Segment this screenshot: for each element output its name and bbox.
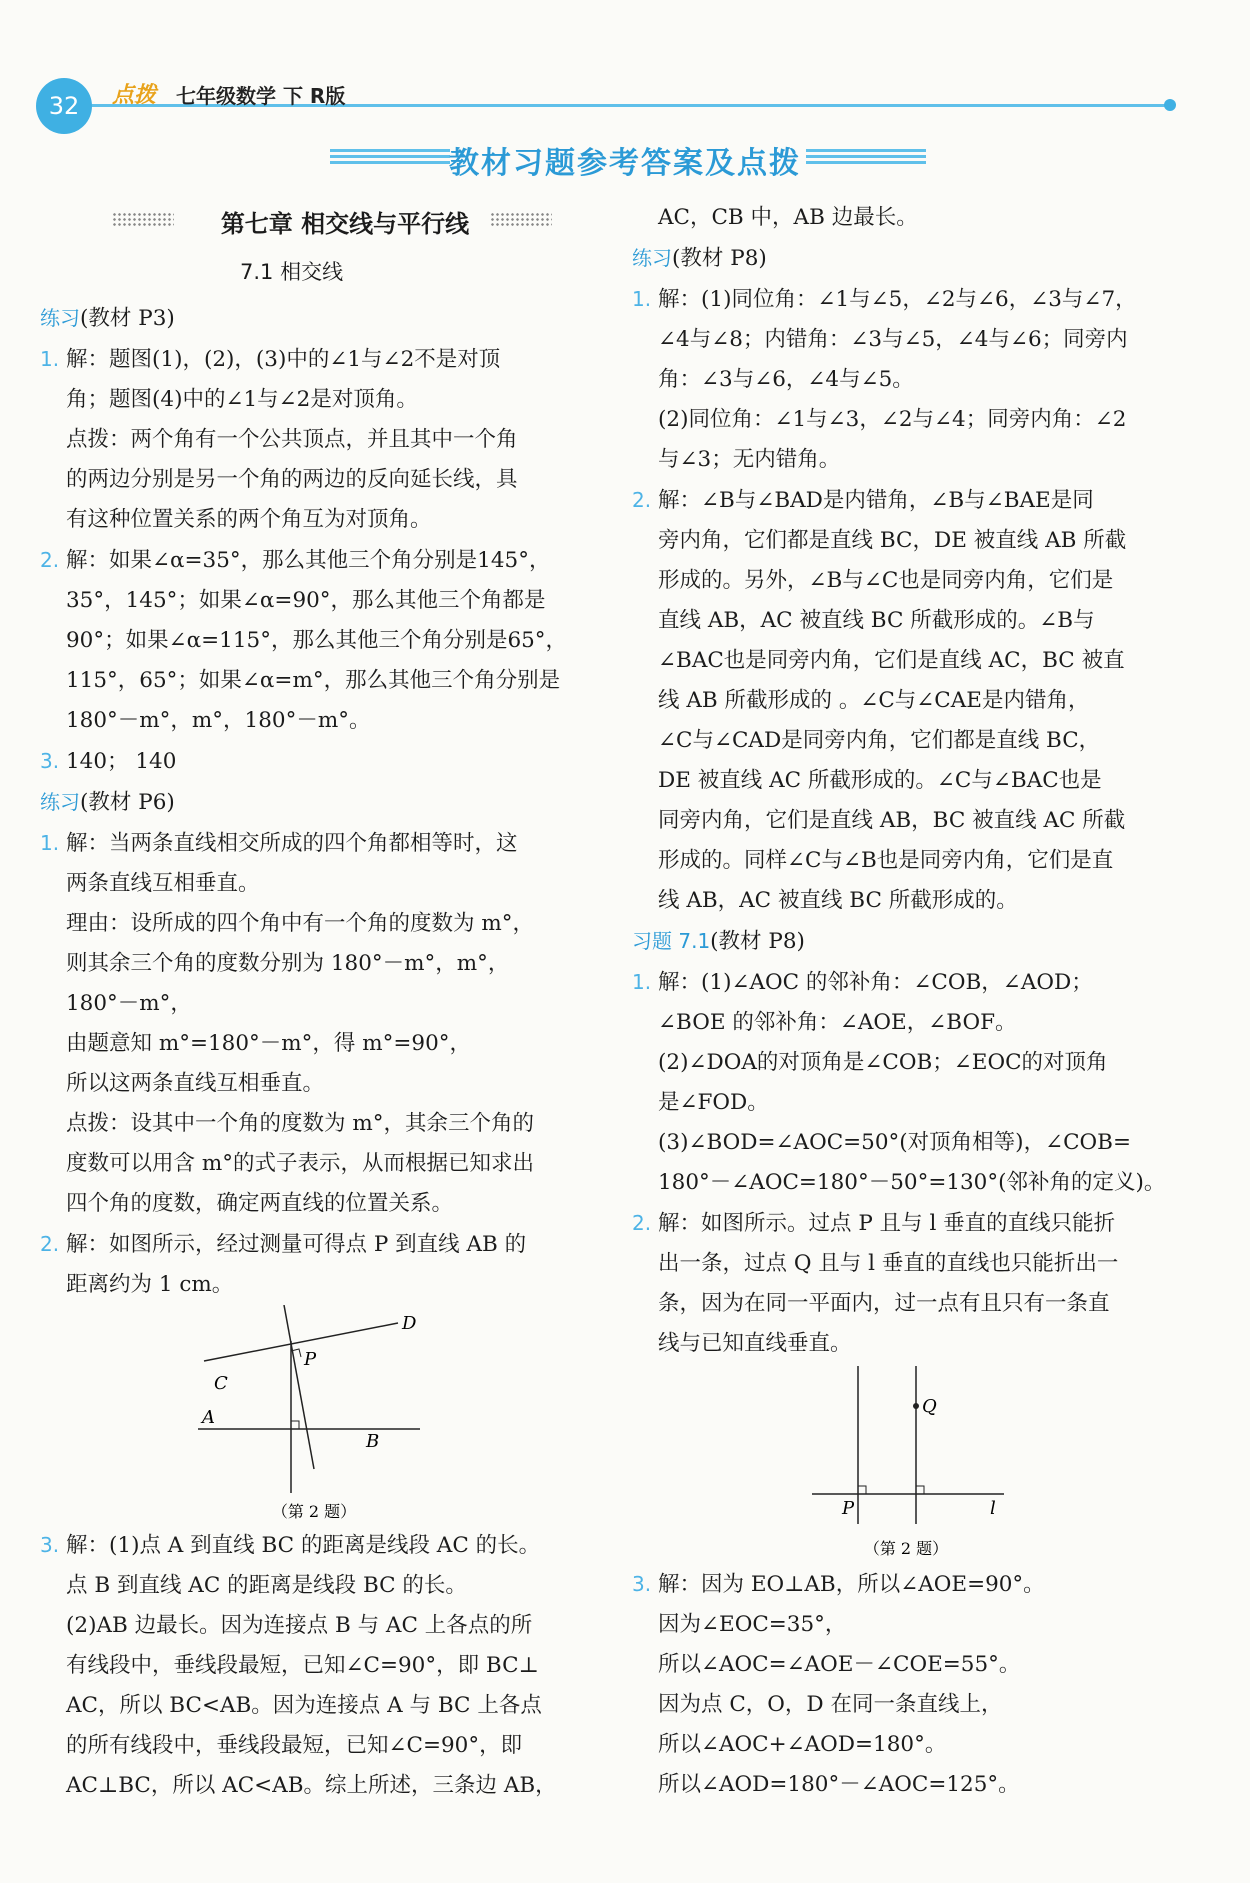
text-line: 则其余三个角的度数分别为 180°－m°，m°， [66,951,510,976]
header-rule-dot [1164,99,1176,111]
page-number: 32 [36,78,92,134]
q-p8-1: 1. 解：(1)同位角：∠1与∠5，∠2与∠6，∠3与∠7， [632,287,1137,312]
main-title: 教材习题参考答案及点拨 [449,146,801,181]
label-A: A [202,1407,215,1428]
chapter-title: 第七章 相交线与平行线 [220,210,470,238]
section-title: 7.1 相交线 [240,260,344,284]
text-line: 线 AB，AC 被直线 BC 所截形成的。 [658,888,1018,913]
text-line: (2)AB 边最长。因为连接点 B 与 AC 上各点的所 [66,1613,533,1638]
text-line: 的两边分别是另一个角的两边的反向延长线，具 [66,467,518,492]
right-angle-mark-Q [916,1486,924,1494]
text-line: ∠C与∠CAD是同旁内角，它们都是直线 BC， [658,728,1101,753]
exercise-heading-p6: 练习(教材 P6) [40,790,175,815]
text-line: 115°，65°；如果∠α=m°，那么其他三个角分别是 [66,668,561,693]
text-line: 与∠3；无内错角。 [658,447,841,472]
text-line: 四个角的度数，确定两直线的位置关系。 [66,1191,454,1216]
brand-logo: 点拨 [112,82,157,108]
exercise-heading-p3: 练习(教材 P3) [40,306,175,331]
q-p6-2: 2. 解：如图所示，经过测量可得点 P 到直线 AB 的 [40,1232,527,1257]
label-P: P [842,1498,855,1519]
text-line: 条，因为在同一平面内，过一点有且只有一条直 [658,1291,1110,1316]
label-Q: Q [922,1396,937,1417]
figure-caption: （第 2 题） [271,1502,357,1521]
text-line: AC，CB 中，AB 边最长。 [658,205,918,230]
q-71-2: 2. 解：如图所示。过点 P 且与 l 垂直的直线只能折 [632,1211,1116,1236]
label-l: l [990,1498,996,1519]
q-p3-3: 3. 140； 140 [40,749,177,774]
text-line: 所以∠AOC+∠AOD=180°。 [658,1732,947,1757]
point-Q [913,1403,919,1409]
text-line: 两条直线互相垂直。 [66,871,260,896]
text-line: (2)同位角：∠1与∠3，∠2与∠4；同旁内角：∠2 [658,407,1127,432]
right-angle-mark-AB [291,1421,299,1429]
text-line: 度数可以用含 m°的式子表示，从而根据已知求出 [66,1151,534,1176]
text-line: 由题意知 m°=180°－m°，得 m°=90°， [66,1031,472,1056]
text-line: AC⊥BC，所以 AC<AB。综上所述，三条边 AB， [66,1773,557,1798]
label-D: D [402,1313,417,1334]
q-p6-1: 1. 解：当两条直线相交所成的四个角都相等时，这 [40,831,518,856]
text-line: 180°－∠AOC=180°－50°=130°(邻补角的定义)。 [658,1170,1166,1195]
text-line: 90°；如果∠α=115°，那么其他三个角分别是65°， [66,628,568,653]
text-line: DE 被直线 AC 所截形成的。∠C与∠BAC也是 [658,768,1102,793]
right-angle-mark-P [858,1486,866,1494]
q-p3-1: 1. 解：题图(1)，(2)，(3)中的∠1与∠2不是对顶 [40,347,501,372]
q-p3-2: 2. 解：如果∠α=35°，那么其他三个角分别是145°， [40,548,551,573]
text-line: 因为点 C，O，D 在同一条直线上， [658,1692,1003,1717]
text-line: 线与已知直线垂直。 [658,1331,852,1356]
transversal-line [284,1305,314,1469]
q-71-1: 1. 解：(1)∠AOC 的邻补角：∠COB，∠AOD； [632,970,1093,995]
text-line: 有线段中，垂线段最短，已知∠C=90°，即 BC⊥ [66,1653,539,1678]
label-P: P [304,1349,317,1370]
right-column [632,198,1180,1805]
text-line: 同旁内角，它们是直线 AB，BC 被直线 AC 所截 [658,808,1126,833]
text-line: 所以∠AOD=180°－∠AOC=125°。 [658,1772,1020,1797]
text-line: 形成的。另外，∠B与∠C也是同旁内角，它们是 [658,568,1114,593]
exercise-heading-7-1: 习题 7.1(教材 P8) [632,929,805,954]
text-line: ∠4与∠8；内错角：∠3与∠5，∠4与∠6；同旁内 [658,327,1128,352]
text-line: 所以这两条直线互相垂直。 [66,1071,325,1096]
text-line: 角；题图(4)中的∠1与∠2是对顶角。 [66,387,418,412]
text-line: 180°－m°，m°，180°－m°。 [66,708,371,733]
text-line: 距离约为 1 cm。 [66,1272,234,1297]
text-line: 线 AB 所截形成的 。∠C与∠CAE是内错角， [658,688,1090,713]
left-column [40,298,588,1806]
tip-line: 点拨：两个角有一个公共顶点，并且其中一个角 [66,427,518,452]
text-line: 所以∠AOC=∠AOE－∠COE=55°。 [658,1652,1021,1677]
text-line: (3)∠BOD=∠AOC=50°(对顶角相等)，∠COB= [658,1130,1131,1155]
figure-caption: （第 2 题） [863,1539,949,1558]
text-line: 出一条，过点 Q 且与 l 垂直的直线也只能折出一 [658,1251,1119,1276]
text-line: 因为∠EOC=35°， [658,1612,847,1637]
figure-perpendicular-distance [184,1305,444,1525]
label-B: B [366,1431,380,1452]
tip-line: 点拨：设其中一个角的度数为 m°，其余三个角的 [66,1111,534,1136]
text-line: (2)∠DOA的对顶角是∠COB；∠EOC的对顶角 [658,1050,1108,1075]
text-line: 旁内角，它们都是直线 BC，DE 被直线 AB 所截 [658,528,1127,553]
text-line: 是∠FOD。 [658,1090,769,1115]
text-line: 角：∠3与∠6，∠4与∠5。 [658,367,914,392]
q-p6-3: 3. 解：(1)点 A 到直线 BC 的距离是线段 AC 的长。 [40,1533,541,1558]
q-71-3: 3. 解：因为 EO⊥AB，所以∠AOE=90°。 [632,1572,1045,1597]
text-line: 形成的。同样∠C与∠B也是同旁内角，它们是直 [658,848,1114,873]
text-line: 有这种位置关系的两个角互为对顶角。 [66,507,432,532]
text-line: 点 B 到直线 AC 的距离是线段 BC 的长。 [66,1573,467,1598]
text-line: 理由：设所成的四个角中有一个角的度数为 m°， [66,911,534,936]
text-line: ∠BOE 的邻补角：∠AOE，∠BOF。 [658,1010,1017,1035]
text-line: 的所有线段中，垂线段最短，已知∠C=90°，即 [66,1733,523,1758]
q-p8-2: 2. 解：∠B与∠BAD是内错角，∠B与∠BAE是同 [632,488,1094,513]
exercise-heading-p8: 练习(教材 P8) [632,246,767,271]
label-C: C [214,1373,228,1394]
book-title: 七年级数学 下 R版 [176,84,346,108]
text-line: AC，所以 BC<AB。因为连接点 A 与 BC 上各点 [66,1693,542,1718]
text-line: 180°－m°， [66,991,192,1016]
figure-perpendicular-lines [776,1364,1036,1564]
text-line: 35°，145°；如果∠α=90°，那么其他三个角都是 [66,588,546,613]
text-line: 直线 AB，AC 被直线 BC 所截形成的。∠B与 [658,608,1095,633]
text-line: ∠BAC也是同旁内角，它们是直线 AC，BC 被直 [658,648,1125,673]
